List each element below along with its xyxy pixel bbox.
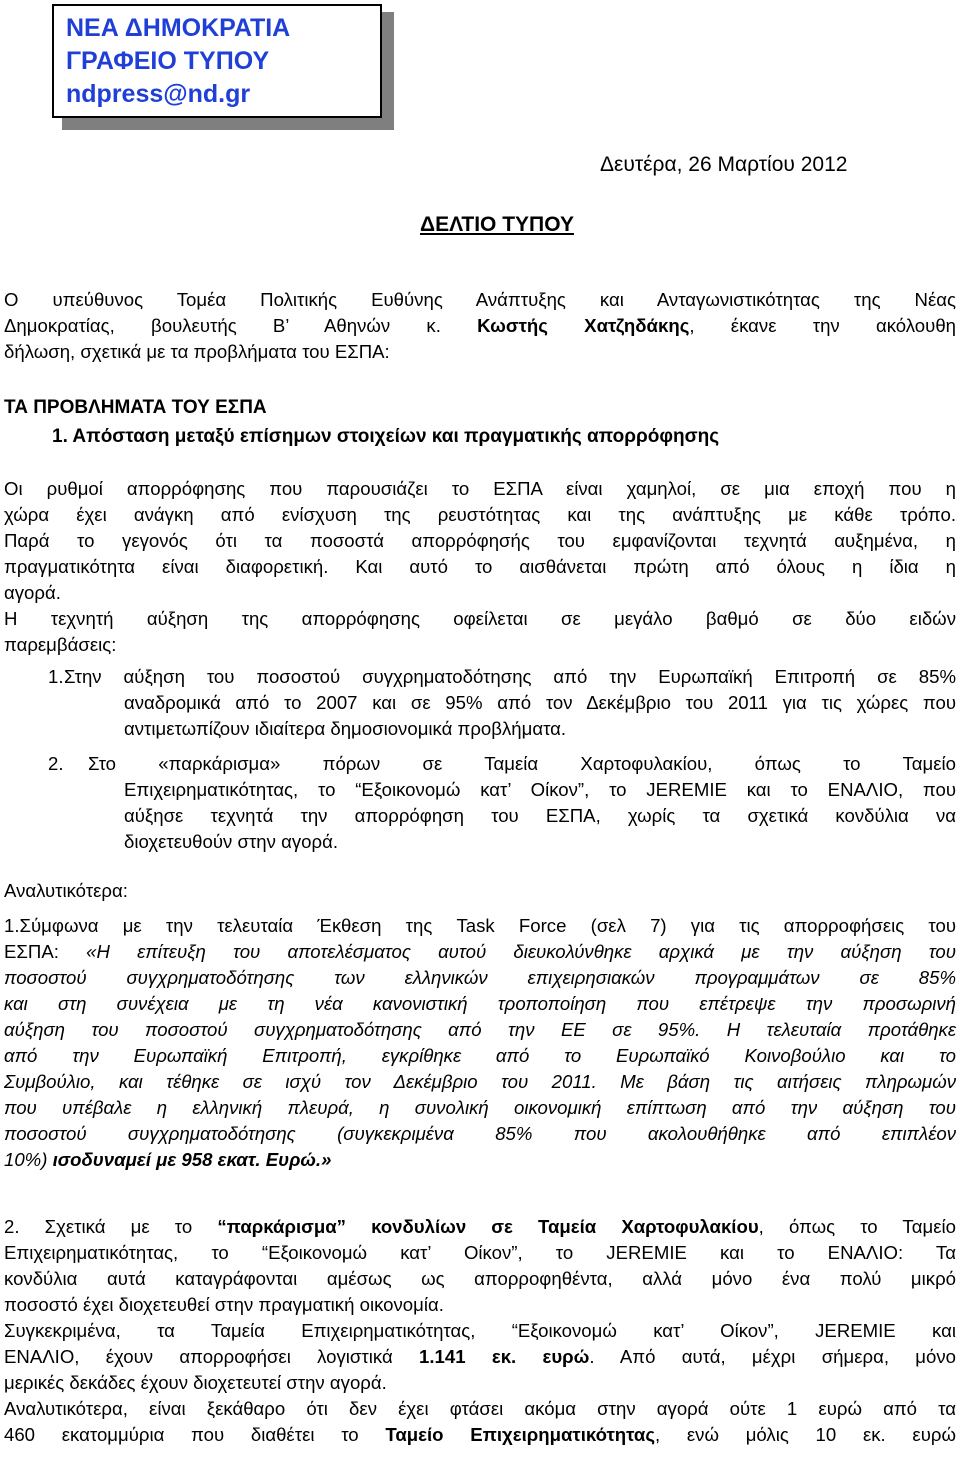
header-box: [52, 4, 382, 118]
paragraph-line: και στη συνέχεια με τη νέα κανονιστική τροποποίηση που επέτρεψε την προσωρινή: [4, 993, 956, 1014]
paragraph-line: Συγκεκριμένα, τα Ταμεία Επιχειρηματικότητας, “Εξοικονομώ κατ’ Οίκον”, JEREMIE και: [4, 1320, 956, 1341]
header-email: ndpress@nd.gr: [66, 80, 251, 108]
document-title: ΔΕΛΤΙΟ ΤΥΠΟΥ: [420, 213, 574, 236]
emphasis-amount: ισοδυναμεί με 958 εκατ. Ευρώ.»: [52, 1149, 332, 1170]
list-item-text: Στην αύξηση του ποσοστού συγχρηματοδότησης από την Ευρωπαϊκή Επιτροπή σε 85% αναδρομικά από το 2007 και σε 95% από τον Δεκέμβριο του 2011 για τις χώρες που αντιμετωπίζουν ιδιαίτερα δημοσιονομικά προβλήματα.: [64, 666, 956, 739]
sub-heading: 1. Απόσταση μεταξύ επίσημων στοιχείων και πραγματικής απορρόφησης: [52, 426, 720, 447]
portfolio-funds-paragraph: [4, 1214, 956, 1448]
absorption-paragraph: [4, 476, 956, 658]
header-party-name: ΝΕΑ ΔΗΜΟΚΡΑΤΙΑ: [66, 14, 291, 42]
list-item-text: Στο «παρκάρισμα» πόρων σε Ταμεία Χαρτοφυλακίου, όπως το Ταμείο Επιχειρηματικότητας, το “Εξοικονομώ κατ’ Οίκον”, το JEREMIE και το ΕΝΑΛΙΟ, που αύξησε τεχνητά την απορρόφηση του ΕΣΠΑ, χωρίς τα σχετικά κονδύλια να διοχετευθούν στην αγορά.: [88, 753, 956, 852]
paragraph-line: Οι ρυθμοί απορρόφησης που παρουσιάζει το ΕΣΠΑ είναι χαμηλοί, σε μια εποχή που η: [4, 478, 956, 499]
paragraph-line: παρεμβάσεις:: [4, 634, 117, 655]
list-item: [4, 664, 956, 742]
paragraph-line: ποσοστού συγχρηματοδότησης των ελληνικών επιχειρησιακών προγραμμάτων σε 85%: [4, 967, 956, 988]
paragraph-line: πραγματικότητα είναι διαφορετική. Και αυτό το αισθάνεται πρώτη από όλους η ίδια η: [4, 556, 956, 577]
paragraph-line: 2. Σχετικά με το “παρκάρισμα” κονδυλίων σε Ταμεία Χαρτοφυλακίου, όπως το Ταμείο: [4, 1216, 956, 1237]
intro-line: Ο υπεύθυνος Τομέα Πολιτικής Ευθύνης Ανάπτυξης και Ανταγωνιστικότητας της Νέας: [4, 289, 956, 310]
politician-name: Κωστής Χατζηδάκης: [477, 315, 690, 336]
paragraph-line: μερικές δεκάδες έχουν διοχετευτεί στην αγορά.: [4, 1372, 387, 1393]
header-office-name: ΓΡΑΦΕΙΟ ΤΥΠΟΥ: [66, 47, 270, 75]
paragraph-line: Παρά το γεγονός ότι τα ποσοστά απορρόφησής του εμφανίζονται τεχνητά αυξημένα, η: [4, 530, 956, 551]
paragraph-line: αύξηση του ποσοστού συγχρηματοδότησης από την ΕΕ σε 95%. Η τελευταία προτάθηκε: [4, 1019, 956, 1040]
paragraph-line: αγορά.: [4, 582, 61, 603]
paragraph-line: Αναλυτικότερα, είναι ξεκάθαρο ότι δεν έχει φτάσει ακόμα στην αγορά ούτε 1 ευρώ από τα: [4, 1398, 956, 1419]
task-force-paragraph: [4, 913, 956, 1173]
intro-line: δήλωση, σχετικά με τα προβλήματα του ΕΣΠΑ:: [4, 341, 390, 362]
list-item-number: 2.: [48, 753, 64, 774]
paragraph-line: ΕΝΑΛΙΟ, έχουν απορροφήσει λογιστικά 1.141 εκ. ευρώ. Από αυτά, μέχρι σήμερα, μόνο: [4, 1346, 957, 1367]
list-item-number: 1.: [48, 666, 64, 687]
paragraph-line: 460 εκατομμύρια που διαθέτει το Ταμείο Επιχειρηματικότητας, ενώ μόλις 10 εκ. ευρώ: [4, 1424, 956, 1445]
list-item: [4, 751, 956, 855]
paragraph-line: 10%) ισοδυναμεί με 958 εκατ. Ευρώ.»: [4, 1149, 332, 1170]
paragraph-line: Η τεχνητή αύξηση της απορρόφησης οφείλεται σε μεγάλο βαθμό σε δύο ειδών: [4, 608, 956, 629]
intro-paragraph: [4, 287, 956, 365]
paragraph-line: ποσοστό έχει διοχετευθεί στην πραγματική οικονομία.: [4, 1294, 444, 1315]
paragraph-line: Συμβούλιο, και τέθηκε σε ισχύ τον Δεκέμβριο του 2011. Με βάση τις αιτήσεις πληρωμών: [4, 1071, 956, 1092]
paragraph-line: χώρα έχει ανάγκη από ενίσχυση της ρευστότητας και της ανάπτυξης με κάθε τρόπο.: [4, 504, 956, 525]
paragraph-line: Επιχειρηματικότητας, το “Εξοικονομώ κατ’ Οίκον”, το JEREMIE και το ΕΝΑΛΙΟ: Τα: [4, 1242, 956, 1263]
release-date: Δευτέρα, 26 Μαρτίου 2012: [600, 153, 848, 176]
analytic-label: Αναλυτικότερα:: [4, 880, 128, 901]
paragraph-line: ΕΣΠΑ: «Η επίτευξη του αποτελέσματος αυτού διευκολύνθηκε αρχικά με την αύξηση του: [4, 941, 956, 962]
emphasis-amount: 1.141 εκ. ευρώ: [419, 1346, 590, 1367]
paragraph-line: που υπέβαλε η ελληνική πλευρά, η συνολική οικονομική επίπτωση από την αύξηση του: [4, 1097, 956, 1118]
section-heading: ΤΑ ΠΡΟΒΛΗΜΑΤΑ ΤΟΥ ΕΣΠΑ: [4, 397, 267, 418]
intro-line: Δημοκρατίας, βουλευτής Β’ Αθηνών κ. Κωστής Χατζηδάκης, έκανε την ακόλουθη: [4, 315, 956, 336]
paragraph-line: ποσοστού συγχρηματοδότησης (συγκεκριμένα 85% που ακολουθήθηκε από επιπλέον: [4, 1123, 956, 1144]
paragraph-line: από την Ευρωπαϊκή Επιτροπή, εγκρίθηκε από το Ευρωπαϊκό Κοινοβούλιο και το: [4, 1045, 956, 1066]
paragraph-line: κονδύλια αυτά καταγράφονται αμέσως ως απορροφηθέντα, αλλά μόνο ένα πολύ μικρό: [4, 1268, 956, 1289]
paragraph-line: 1.Σύμφωνα με την τελευταία Έκθεση της Task Force (σελ 7) για τις απορροφήσεις του: [4, 915, 956, 936]
